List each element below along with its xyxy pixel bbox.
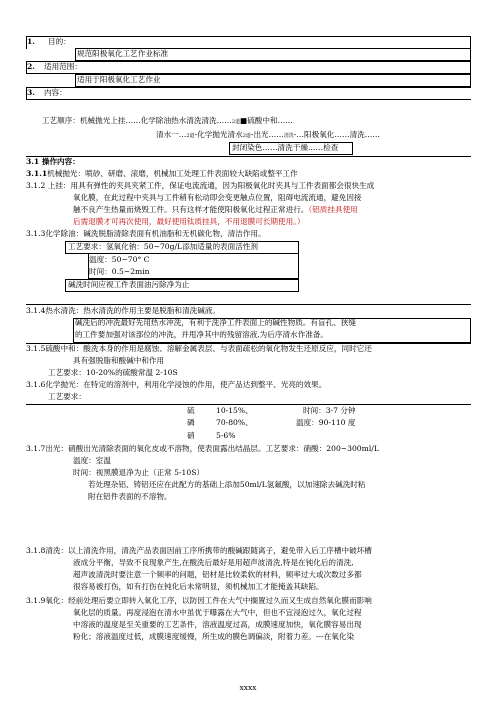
divider-3-1-6 <box>26 404 471 405</box>
item-3-1-9-line-3: 中溶液的温度是至关重要的工艺条件，溶液温度过高，成膜速度加快，氧化膜容易出现 <box>73 620 362 629</box>
item-3-1-6-nitric-value: 5-6% <box>216 431 236 440</box>
flow-line-1: 工艺顺序：机械抛光上挂……化学除油热水清洗清洗……2道■硫酸中和…… <box>42 116 293 125</box>
item-3-1-7-line-4: 若处理杂铝、铸铝还应在此配方的基础上添加50ml/L氢氟酸，以加速除去碱洗时粘 <box>88 480 366 489</box>
item-3-1-6-line-2: 工艺要求： <box>48 392 86 401</box>
item-3-1-6-nitric: 硝 <box>187 431 195 440</box>
item-3-1-6-phosphorus-value: 70-80%、 <box>216 418 253 427</box>
item-3-1-7-line-5: 附在铝件表面的不溶物。 <box>88 492 172 501</box>
item-3-1-2-line-4: 后需退膜才可再次使用，最好使用钛质挂具，不用退膜可长期使用。） <box>73 217 305 226</box>
item-3-1-2-line-1: 3.1.2 上挂：用具有弹性的夹具夹紧工件，保证电流流通，因为阳极氧化时夹具与工件表面都会很快生成 <box>26 181 375 190</box>
section-2-value: 适用于阳极氧化工艺作业 <box>77 75 161 84</box>
item-3-1-5-line-1: 3.1.5硫酸中和：酸洗本身的作用是腐蚀、溶解金属表层、与表面疏松的氧化物发生还原反应，同时它还 <box>26 344 372 353</box>
item-3-1-8-line-4: 很容易被打伤，如有打伤在钝化后未常明显，须机械加工才能掩盖其缺陷。 <box>73 582 324 591</box>
item-3-1-5-line-3: 工艺要求：10-20%的硫酸常温 2-10S <box>48 368 178 377</box>
section-1-label: 目的： <box>48 37 71 46</box>
section-1-number: 1. <box>27 37 35 46</box>
item-3-1-3-line-1: 3.1.3化学除油：碱洗脱脂清除表面有机油脂和无机碳化物，清洁作用。 <box>26 229 266 238</box>
item-3-1-6-time: 时间：3-7 分钟 <box>303 406 356 415</box>
flow-line-3: 封闭染色……清洗干燥……检查 <box>232 143 339 152</box>
item-3-1-9-line-1: 3.1.9氧化：经前处理后要立即转入氧化工序，以防因工件在大气中搁置过久而又生成自然氧化膜而影响 <box>26 596 372 605</box>
item-3-1-8-line-1: 3.1.8清洗：以上清洗作用，清洗产品表面因前工序所携带的酸碱跟随离子，避免带入后工序槽中破坏槽 <box>26 546 372 555</box>
item-3-1-8-line-3: 超声波清洗时要注意一个频率的问题，铝材是比较柔软的材料，频率过大或次数过多都 <box>73 570 362 579</box>
item-3-1-6-sulfur-value: 10-15%、 <box>216 406 253 415</box>
item-3-1-2-line-2: 氧化膜，在此过程中夹具与工件稍有松动即会变更触点位置，阻碍电流流通，避免因接 <box>73 193 362 202</box>
item-3-1-4-line-2: 碱洗后的冲洗最好先用热水冲洗，有利于洗净工件表面上的碱性物质。有盲孔、狭缝 <box>75 318 356 327</box>
section-3-number: 3. <box>27 88 35 97</box>
item-3-1-7-line-2: 温度：室温 <box>73 456 111 465</box>
item-3-1-2-line-3: 触不良产生热量而烧毁工件。只有这样才能使阳极氧化过程正常进行。（铝质挂具使用 <box>73 205 358 214</box>
item-3-1-5-line-2: 具有强脱脂和酸碱中和作用 <box>73 356 165 365</box>
item-3-1-6-phosphorus: 磷 <box>187 418 195 427</box>
item-3-1-8-line-2: 液成分平衡，导致不良现象产生,在酸洗后最好是用超声波清洗,特是在钝化后的清洗, <box>73 558 354 567</box>
section-2-label: 适用范围： <box>44 62 82 71</box>
flow-line-2: 清水一…2道-化学抛光清水2道-出光……清洗-…阳极氧化……清洗…… <box>156 130 380 139</box>
divider-3-1-4 <box>26 304 471 305</box>
item-3-1-6-sulfur: 硫 <box>187 406 195 415</box>
item-3-1-4-line-3: 的工件要加强对该部位的冲洗，并甩净其中的残留溶液,为后序清水作准备。 <box>75 330 329 339</box>
item-3-1-9-line-2: 氧化层的质量。再度浸泡在清水中虽优于曝露在大气中，但也不宜浸泡过久，氧化过程 <box>73 608 362 617</box>
section-2-number: 2. <box>27 62 35 71</box>
item-3-1-3-temperature: 温度：50~70° C <box>89 255 150 264</box>
section-3-label: 内容： <box>44 88 67 97</box>
section-1-value: 规范阳极氧化工艺作业标准 <box>77 49 169 58</box>
section-3-row <box>26 87 471 100</box>
item-3-1-4-line-1: 3.1.4热水清洗：热水清洗的作用主要是脱脂和清洗碱液。 <box>26 306 220 315</box>
item-3-1-7-line-3: 时间：视黑膜退净为止（正常 5-10S） <box>73 468 204 477</box>
item-3-1-9-line-4: 粉化；溶液温度过低，成膜速度缓慢，所生成的膜色调偏淡，附着力差。---在氧化染 <box>73 632 355 641</box>
flow-line-3-box <box>229 142 353 155</box>
item-3-1-3-note-box <box>65 279 299 292</box>
item-3-1-3-requirement: 工艺要求：氢氧化钠：50~70g/L添加适量的表面活性剂 <box>68 242 259 251</box>
flow-divider <box>26 156 471 157</box>
item-3-1-3-requirement-box <box>65 241 299 254</box>
page-footer: xxxx <box>239 683 257 692</box>
item-3-1-1: 3.1.1机械抛光：喷砂、研磨、滚磨，机械加工处理工件表面较大缺陷或整平工作 <box>26 169 298 178</box>
item-3-1-3-time: 时间：0.5~2min <box>89 267 150 276</box>
document-page <box>26 36 471 688</box>
item-3-1-7-line-1: 3.1.7出光：硝酸出光清除表面的氧化皮或不溶物，使表面露出结晶层。工艺要求：硝酸：200~300ml/L <box>26 444 379 453</box>
item-3-1-6-line-1: 3.1.6化学抛光：在特定的溶剂中，利用化学浸蚀的作用，使产品达到整平、光亮的效果。 <box>26 380 327 389</box>
section-2-row <box>26 61 471 74</box>
item-3-1-3-note: 碱洗时间应视工件表面油污除净为止 <box>68 280 190 289</box>
heading-3-1: 3.1 操作内容： <box>26 157 80 166</box>
item-3-1-6-temperature: 温度：90-110 度 <box>296 418 356 427</box>
